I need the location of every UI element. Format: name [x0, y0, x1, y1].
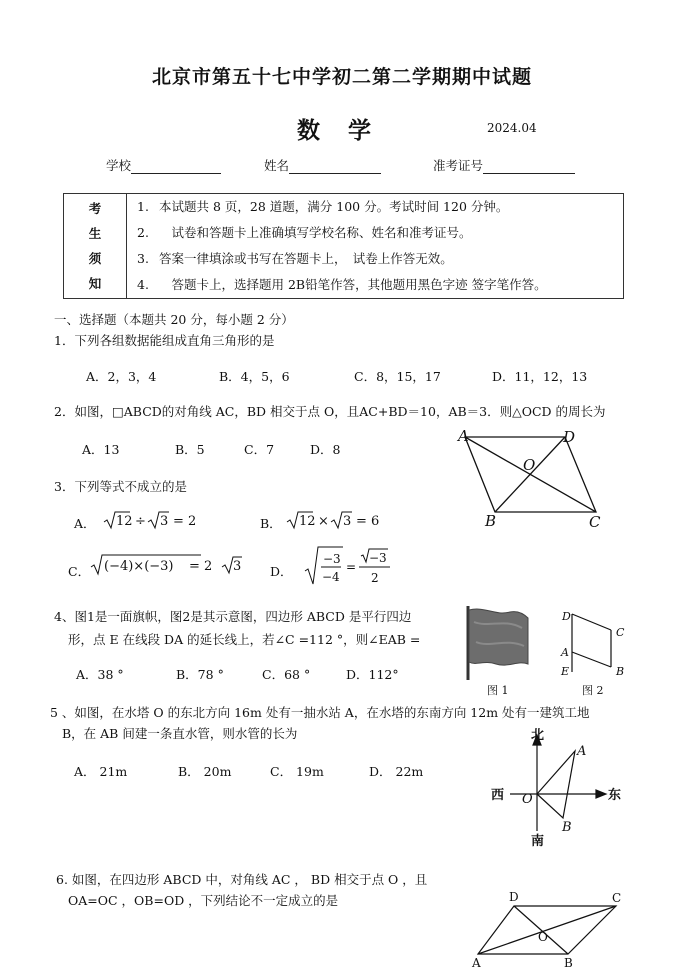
svg-text:12: 12	[116, 514, 133, 529]
question-2-stem: 2．如图，□ABCD的对角线 AC，BD 相交于点 O，且AC+BD＝10，AB＝3．则△OCD 的周长为	[54, 404, 606, 419]
svg-text:2: 2	[371, 571, 379, 585]
question-4-stem-1: 4、图1是一面旗帜，图2是其示意图，四边形 ABCD 是平行四边	[54, 609, 412, 624]
q5-compass-figure	[488, 727, 626, 849]
svg-text:12: 12	[299, 514, 316, 529]
exam-id-label: 准考证号	[433, 158, 484, 173]
exam-title: 北京市第五十七中学初二第二学期期中试题	[152, 66, 533, 88]
q4-option-d: D．112°	[346, 667, 399, 682]
q5-label-o: O	[522, 792, 533, 807]
svg-text:=: =	[346, 560, 357, 574]
q2-option-a: A．13	[82, 442, 120, 457]
question-1-stem: 1．下列各组数据能组成直角三角形的是	[54, 333, 275, 348]
q5-label-b: B	[562, 820, 572, 835]
q4-caption-1: 图 1	[487, 684, 509, 697]
q4-option-b: B．78 °	[176, 667, 224, 682]
svg-text:= 2: = 2	[189, 559, 213, 574]
q4-label-e: E	[561, 665, 570, 678]
svg-text:×: ×	[318, 514, 329, 529]
question-3-stem: 3．下列等式不成立的是	[54, 479, 187, 494]
notice-side-char: 生	[88, 226, 102, 241]
q4-option-c: C．68 °	[262, 667, 311, 682]
q2-option-d: D．8	[310, 442, 341, 457]
q2-label-b: B	[485, 512, 497, 530]
subject-title: 数 学	[297, 117, 382, 144]
notice-side-char: 须	[88, 251, 102, 266]
q3-option-a: A．	[74, 516, 96, 531]
exam-date: 2024.04	[487, 121, 537, 135]
q3-option-c: C．	[68, 564, 91, 579]
name-blank[interactable]	[289, 159, 381, 174]
q2-option-c: C．7	[244, 442, 275, 457]
notice-side-char: 知	[88, 276, 102, 291]
q6-label-b: B	[564, 956, 573, 970]
q2-label-o: O	[523, 456, 536, 474]
q3-option-b-math	[285, 508, 380, 532]
q1-option-d: D．11，12，13	[492, 369, 588, 384]
q2-label-a: A	[458, 427, 469, 445]
svg-text:3: 3	[343, 514, 352, 529]
svg-text:3: 3	[233, 559, 242, 574]
q5-option-b: B． 20m	[178, 764, 232, 779]
section-title: 一、选择题（本题共 20 分，每小题 2 分）	[54, 312, 294, 327]
q5-option-c: C． 19m	[270, 764, 324, 779]
q1-option-c: C．8，15，17	[354, 369, 441, 384]
exam-id-blank[interactable]	[483, 159, 575, 174]
question-4-stem-2: 形，点 E 在线段 DA 的延长线上，若∠C =112 °，则∠EAB =	[68, 632, 421, 647]
q6-label-a: A	[472, 956, 481, 970]
q5-option-a: A． 21m	[74, 764, 128, 779]
q6-quadrilateral-figure	[464, 888, 636, 971]
compass-west: 西	[491, 788, 505, 803]
q2-label-d: D	[563, 428, 576, 446]
question-5-stem-1: 5 、如图，在水塔 O 的东北方向 16m 处有一抽水站 A，在水塔的东南方向 12m 处有一建筑工地	[50, 705, 590, 720]
notice-rule: 1. 本试题共 8 页，28 道题，满分 100 分。考试时间 120 分钟。	[137, 199, 509, 214]
name-label: 姓名	[264, 158, 290, 173]
q5-label-a: A	[577, 744, 587, 759]
name-field[interactable]	[264, 156, 381, 174]
q3-option-d: D．	[270, 564, 293, 579]
q1-option-a: A．2，3，4	[86, 369, 157, 384]
school-field[interactable]	[106, 156, 221, 174]
q4-label-a: A	[561, 646, 569, 659]
q1-option-b: B．4，5，6	[219, 369, 290, 384]
q3-option-c-math	[89, 552, 244, 578]
q6-label-c: C	[612, 891, 622, 905]
q4-label-b: B	[616, 665, 625, 678]
compass-east: 东	[608, 788, 622, 803]
svg-text:−4: −4	[322, 570, 340, 584]
svg-text:−3: −3	[323, 552, 341, 566]
notice-side	[64, 194, 127, 299]
q6-label-o: O	[538, 930, 548, 944]
notice-box	[63, 193, 624, 299]
notice-rule: 4. 答题卡上，选择题用 2B铅笔作答，其他题用黑色字迹 签字笔作答。	[137, 277, 547, 292]
svg-text:= 6: = 6	[356, 514, 380, 529]
exam-id-field[interactable]	[433, 156, 575, 174]
q4-caption-2: 图 2	[582, 684, 604, 697]
q4-parallelogram-figure	[556, 606, 632, 700]
q3-option-a-math	[102, 508, 197, 532]
q5-option-d: D． 22m	[369, 764, 424, 779]
svg-text:÷: ÷	[135, 514, 146, 529]
notice-side-char: 考	[88, 201, 102, 216]
svg-text:3: 3	[160, 514, 169, 529]
question-5-stem-2: B，在 AB 间建一条直水管，则水管的长为	[62, 726, 298, 741]
compass-south: 南	[531, 834, 545, 849]
school-blank[interactable]	[131, 159, 221, 174]
svg-text:−3: −3	[369, 551, 387, 565]
svg-text:(−4)×(−3): (−4)×(−3)	[104, 559, 174, 574]
svg-text:= 2: = 2	[173, 514, 197, 529]
notice-rule: 3. 答案一律填涂或书写在答题卡上， 试卷上作答无效。	[137, 251, 453, 266]
q3-option-b: B．	[260, 516, 282, 531]
compass-north: 北	[531, 728, 545, 743]
question-6-stem-1: 6. 如图，在四边形 ABCD 中，对角线 AC ， BD 相交于点 O ，且	[56, 872, 428, 887]
q6-label-d: D	[509, 890, 519, 904]
q4-label-d: D	[562, 610, 571, 623]
q4-label-c: C	[616, 626, 625, 639]
q2-parallelogram-figure	[455, 426, 615, 530]
school-label: 学校	[106, 158, 132, 173]
question-6-stem-2: OA=OC ，OB=OD ，下列结论不一定成立的是	[68, 893, 339, 908]
q2-option-b: B．5	[175, 442, 205, 457]
q4-option-a: A．38 °	[76, 667, 124, 682]
notice-rule: 2. 试卷和答题卡上准确填写学校名称、姓名和准考证号。	[137, 225, 472, 240]
notice-rules	[127, 194, 624, 299]
q2-label-c: C	[589, 513, 601, 531]
q4-flag-figure	[460, 602, 542, 700]
q3-option-d-math	[303, 544, 395, 590]
